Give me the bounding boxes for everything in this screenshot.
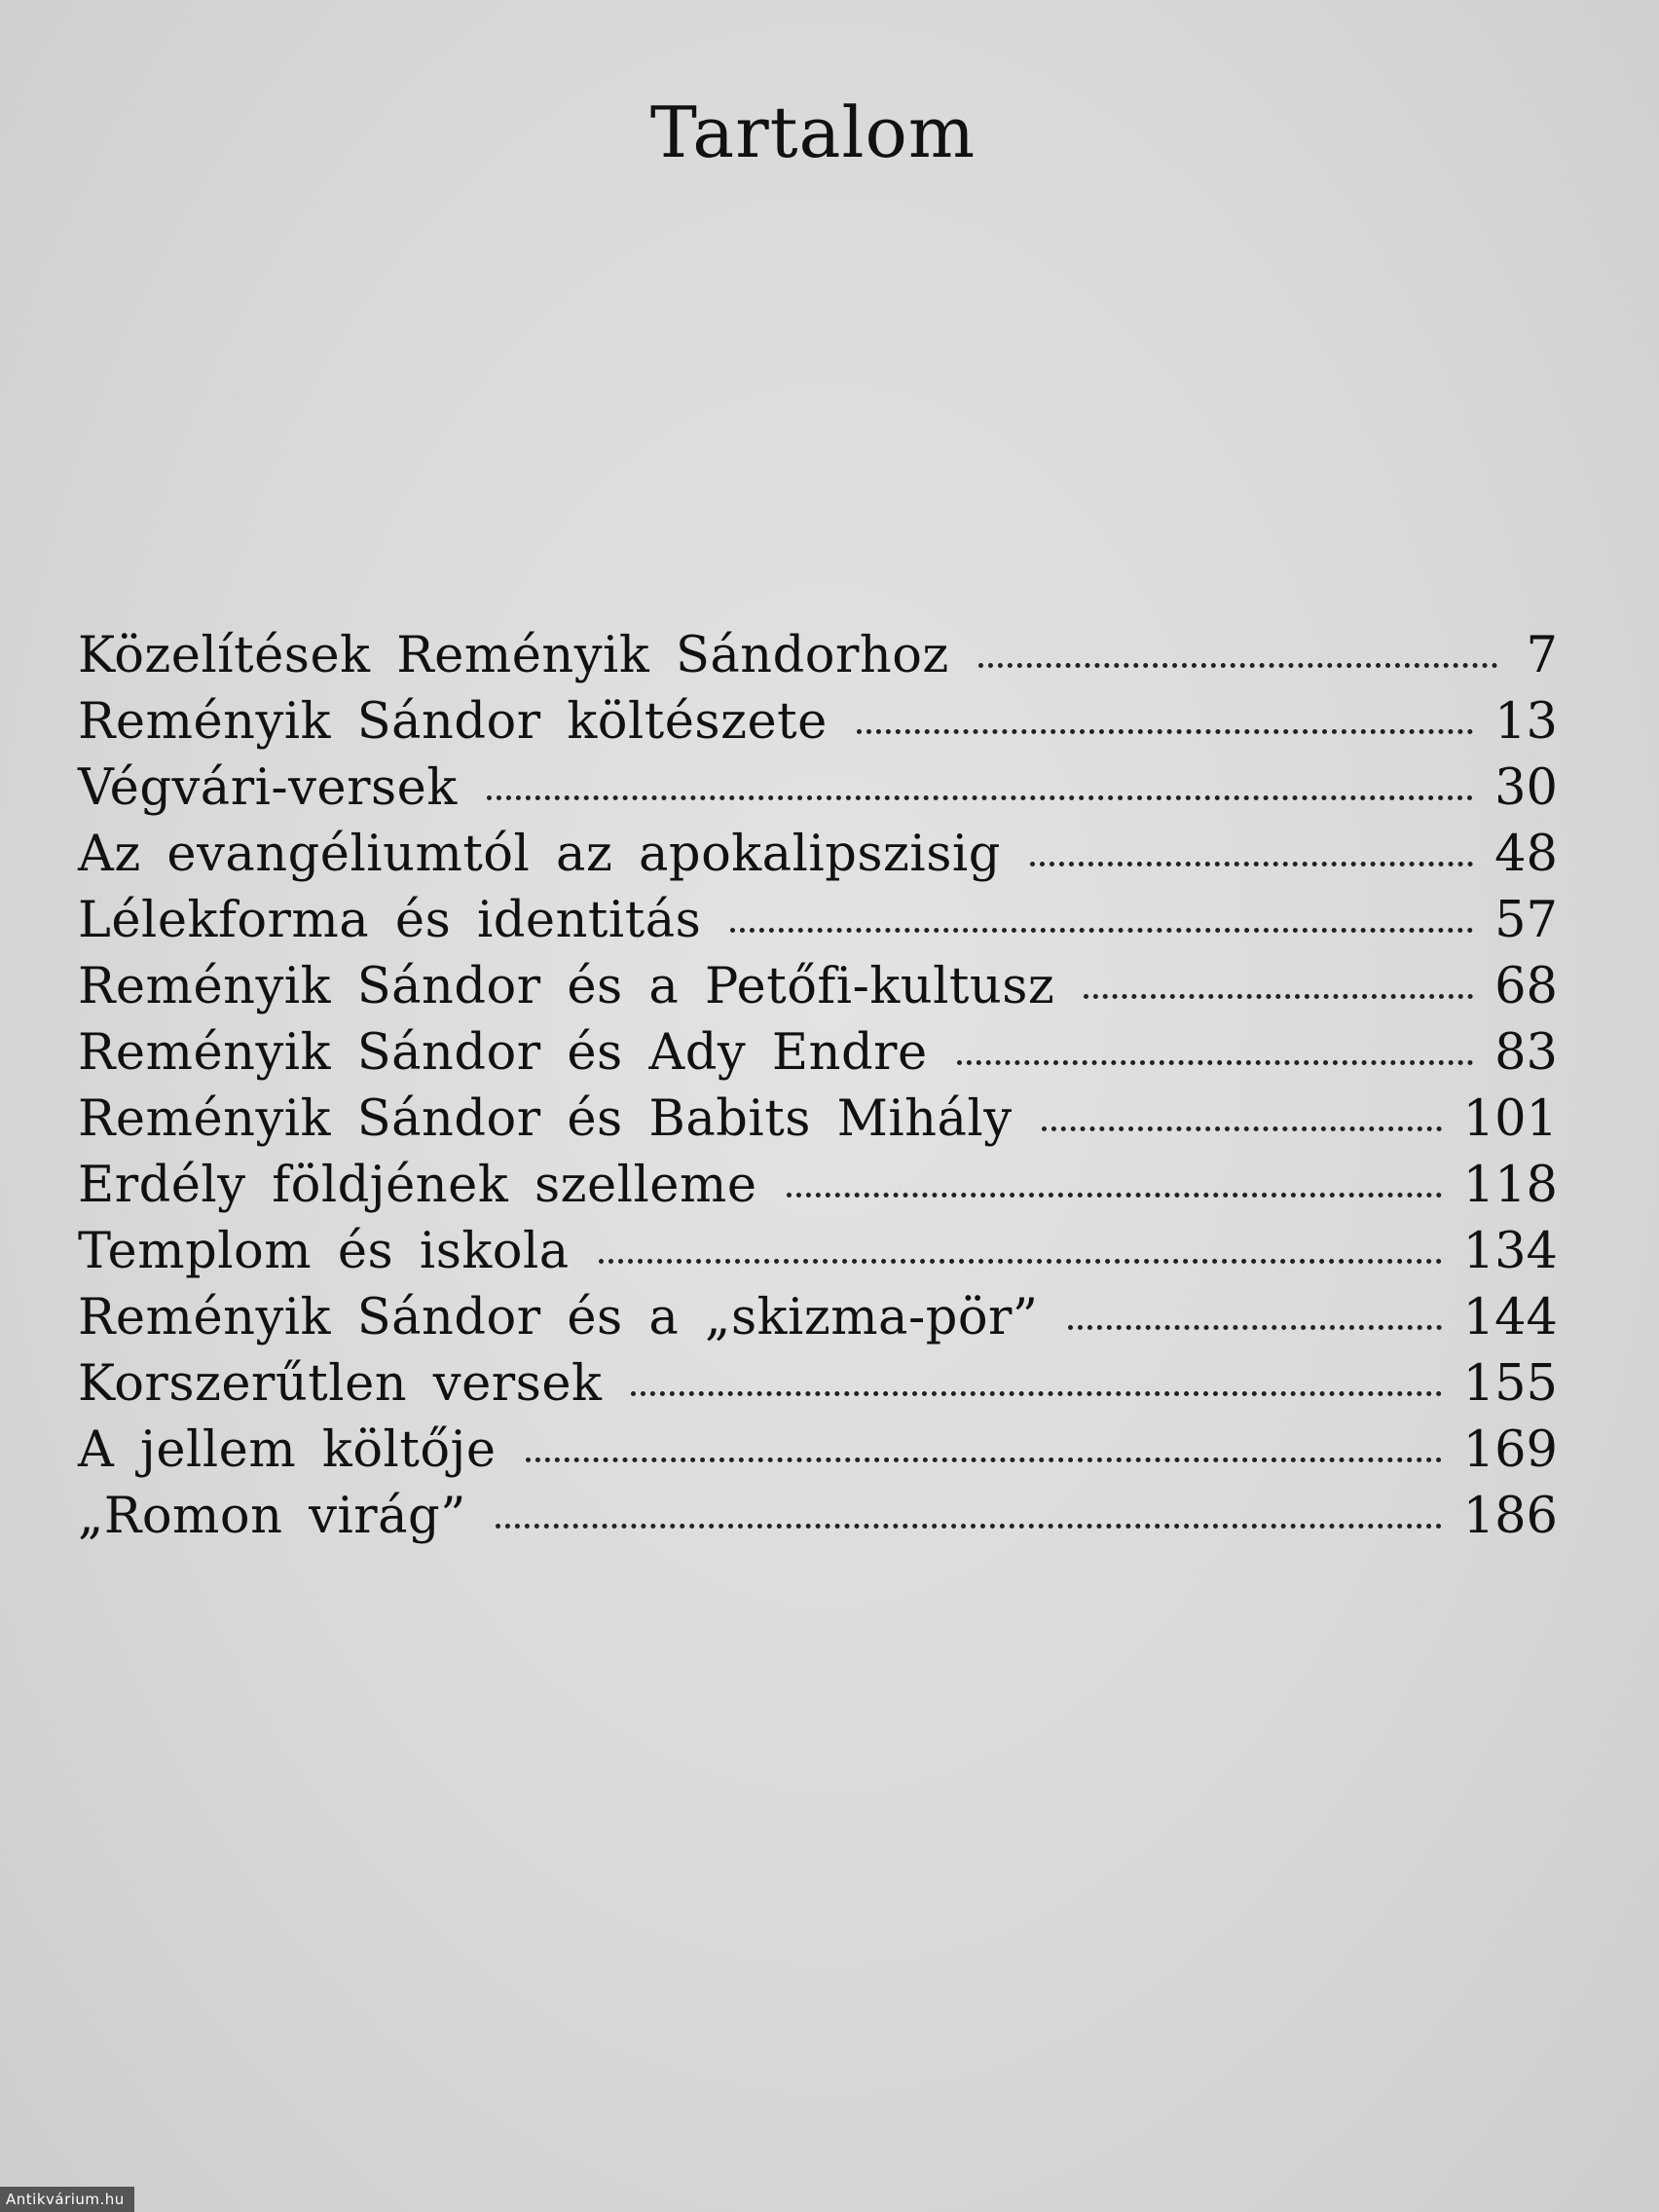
toc-entry-page: 155 [1462, 1355, 1558, 1413]
table-of-contents [78, 623, 1558, 1550]
dot-leader [496, 1524, 1442, 1529]
toc-entry-page: 48 [1494, 826, 1558, 883]
dot-leader [631, 1391, 1441, 1396]
toc-entry [78, 822, 1558, 888]
toc-entry-page: 144 [1462, 1289, 1558, 1346]
dot-leader [730, 928, 1473, 933]
toc-entry [78, 1351, 1558, 1418]
toc-entry [78, 1484, 1558, 1550]
toc-entry-title: Reményik Sándor és Ady Endre [78, 1024, 928, 1082]
toc-entry [78, 888, 1558, 954]
toc-entry-page: 118 [1462, 1157, 1558, 1214]
toc-entry-page: 30 [1494, 759, 1558, 817]
toc-entry-page: 169 [1462, 1421, 1558, 1479]
toc-entry-page: 13 [1494, 693, 1558, 751]
dot-leader [526, 1457, 1442, 1462]
toc-entry-title: „Romon virág” [78, 1488, 466, 1545]
toc-entry [78, 1020, 1558, 1087]
toc-entry-title: Végvári-versek [78, 759, 458, 817]
toc-entry-title: Reményik Sándor költészete [78, 693, 828, 751]
dot-leader [978, 663, 1497, 668]
toc-entry-page: 68 [1494, 958, 1558, 1015]
toc-entry [78, 954, 1558, 1020]
toc-entry-title: Reményik Sándor és a „skizma-pör” [78, 1289, 1039, 1346]
toc-entry [78, 1285, 1558, 1351]
toc-entry-page: 134 [1462, 1223, 1558, 1280]
toc-entry-page: 57 [1494, 892, 1558, 949]
dot-leader [599, 1259, 1442, 1264]
toc-entry-title: Reményik Sándor és Babits Mihály [78, 1090, 1013, 1148]
toc-entry-title: Lélekforma és identitás [78, 892, 702, 949]
page-title: Tartalom [649, 92, 977, 173]
toc-entry-title: Templom és iskola [78, 1223, 570, 1280]
toc-entry [78, 689, 1558, 756]
dot-leader [1030, 862, 1473, 866]
toc-entry [78, 1219, 1558, 1285]
toc-entry-title: Az evangéliumtól az apokalipszisig [78, 826, 1001, 883]
dot-leader [487, 795, 1473, 800]
toc-entry [78, 1087, 1558, 1153]
toc-entry-title: A jellem költője [78, 1421, 497, 1479]
dot-leader [1068, 1325, 1442, 1330]
dot-leader [1042, 1126, 1442, 1131]
toc-entry [78, 1418, 1558, 1484]
dot-leader [857, 729, 1473, 734]
toc-entry-page: 7 [1526, 627, 1558, 684]
toc-entry-page: 83 [1494, 1024, 1558, 1082]
source-watermark: Antikvárium.hu [0, 2187, 134, 2212]
dot-leader [957, 1060, 1473, 1065]
dot-leader [787, 1193, 1442, 1198]
toc-entry [78, 1153, 1558, 1219]
toc-entry-title: Közelítések Reményik Sándorhoz [78, 627, 949, 684]
toc-entry-title: Erdély földjének szelleme [78, 1157, 757, 1214]
toc-entry-page: 101 [1462, 1090, 1558, 1148]
dot-leader [1084, 994, 1473, 999]
toc-entry-page: 186 [1462, 1488, 1558, 1545]
toc-entry-title: Korszerűtlen versek [78, 1355, 603, 1413]
toc-entry-title: Reményik Sándor és a Petőfi-kultusz [78, 958, 1055, 1015]
toc-entry [78, 756, 1558, 822]
toc-entry [78, 623, 1558, 689]
